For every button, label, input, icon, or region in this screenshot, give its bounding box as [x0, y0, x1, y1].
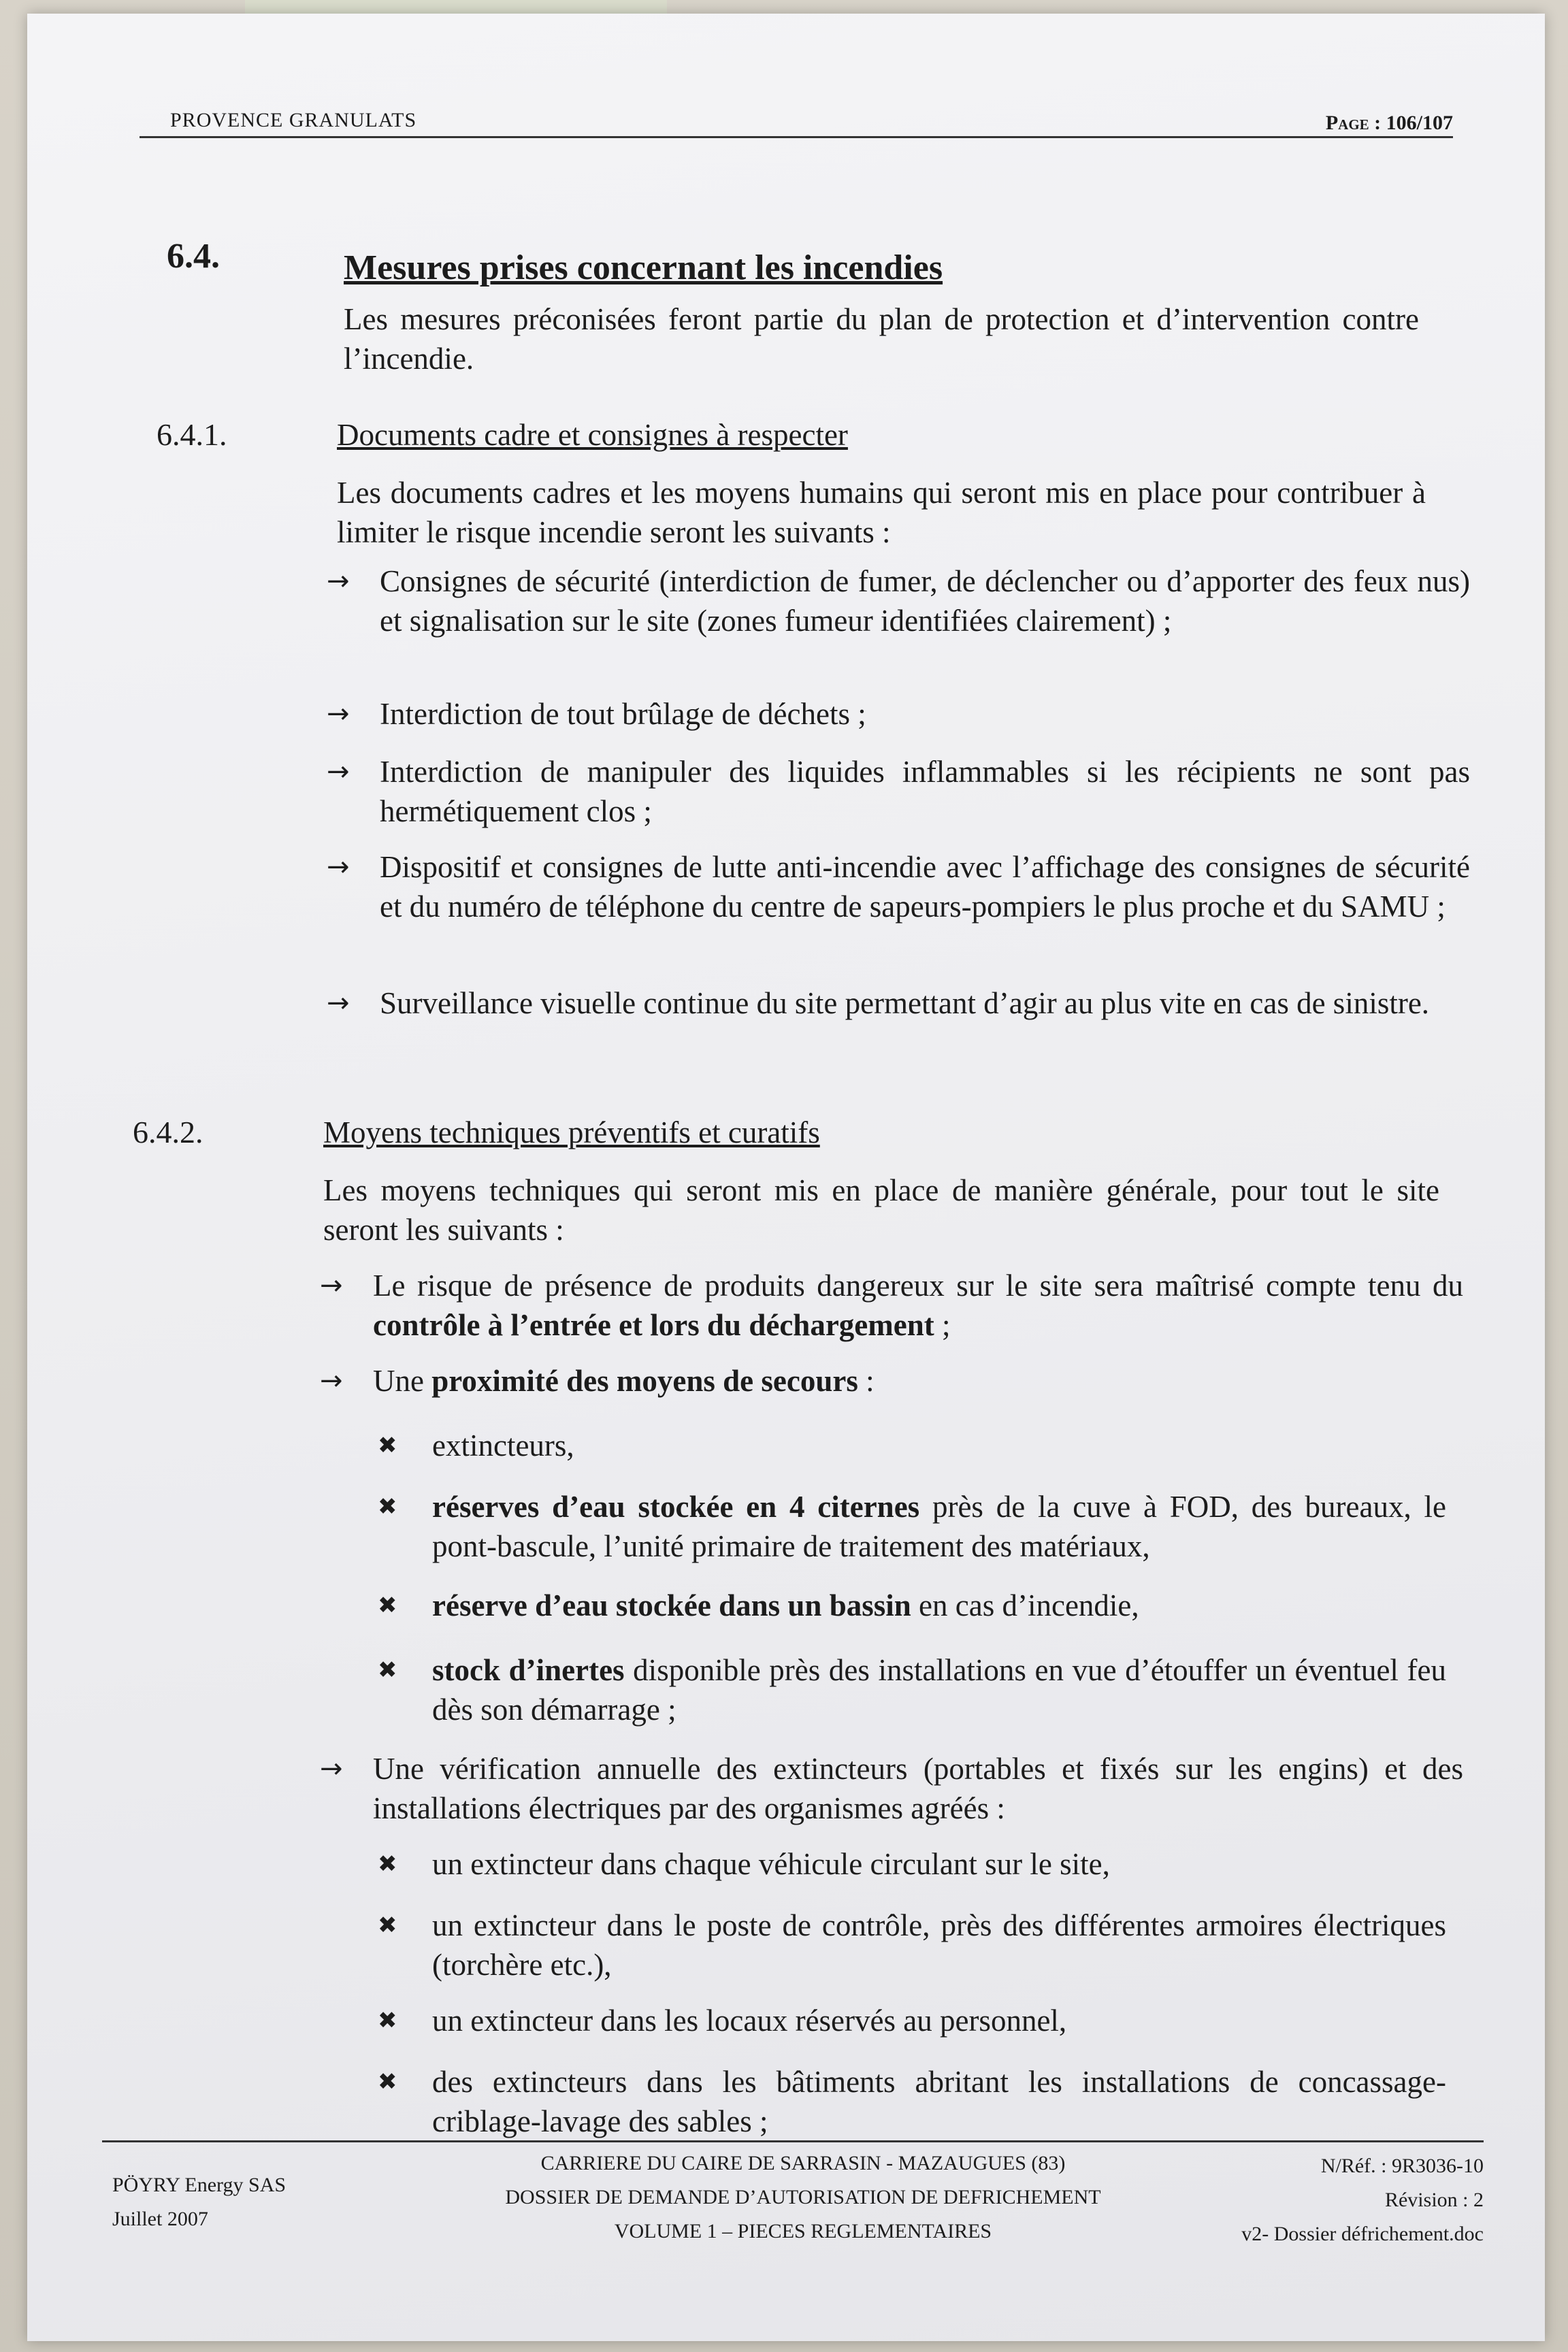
header-page-number: Page : 106/107 [1325, 112, 1453, 134]
subsection-title: Documents cadre et consignes à respecter [337, 418, 848, 452]
list-item-text: Interdiction de tout brûlage de déchets ; [380, 697, 866, 731]
cross-icon: ✖ [378, 1592, 397, 1619]
subsection-number: 6.4.1. [157, 417, 227, 452]
subsection-intro: Les moyens techniques qui seront mis en place de manière générale, pour tout le site seront les suivants : [323, 1173, 1439, 1247]
cross-icon: ✖ [378, 2007, 397, 2034]
sub-list-item: ✖ un extincteur dans les locaux réservés au personnel, [378, 2001, 1446, 2040]
arrow-icon: → [320, 1270, 343, 1301]
footer-line-3: VOLUME 1 – PIECES REGLEMENTAIRES [614, 2220, 992, 2242]
footer-center [429, 2146, 1177, 2249]
section-title: Mesures prises concernant les incendies [344, 248, 943, 287]
sub-list-item: ✖ extincteurs, [378, 1426, 1446, 1465]
page-footer [102, 2140, 1484, 2244]
list-item [320, 1749, 1463, 1828]
list-item [327, 694, 1470, 734]
list-item: → Une proximité des moyens de secours : [320, 1361, 1463, 1401]
footer-right [1241, 2149, 1484, 2251]
sub-list-item: ✖ réserves d’eau stockée en 4 citernes près de la cuve à FOD, des bureaux, le pont-bascule, l’unité primaire de traitement des matériaux, [378, 1487, 1446, 1566]
document-page [27, 14, 1545, 2341]
subsection-number: 6.4.2. [133, 1115, 203, 1149]
cross-icon: ✖ [378, 1656, 397, 1684]
section-number: 6.4. [167, 237, 220, 276]
cross-icon: ✖ [378, 2068, 397, 2095]
footer-company: PÖYRY Energy SAS [112, 2174, 287, 2196]
footer-reference: N/Réf. : 9R3036-10 [1320, 2155, 1484, 2177]
sub-list-item: ✖ stock d’inertes disponible près des installations en vue d’étouffer un éventuel feu dès son démarrage ; [378, 1650, 1446, 1729]
list-item [327, 847, 1470, 926]
sub-list-item: ✖ un extincteur dans chaque véhicule circulant sur le site, [378, 1844, 1446, 1884]
sub-list-item: ✖ un extincteur dans le poste de contrôle, près des différentes armoires électriques (torchère etc.), [378, 1906, 1446, 1984]
footer-date: Juillet 2007 [112, 2208, 208, 2230]
arrow-icon: → [327, 851, 350, 883]
footer-revision: Révision : 2 [1384, 2189, 1484, 2211]
arrow-icon: → [327, 698, 350, 730]
list-item-text: Interdiction de manipuler des liquides inflammables si les récipients ne sont pas hermétiquement clos ; [380, 755, 1470, 828]
cross-icon: ✖ [378, 1912, 397, 1939]
subsection-intro: Les documents cadres et les moyens humains qui seront mis en place pour contribuer à limiter le risque incendie seront les suivants : [337, 476, 1426, 549]
list-item [327, 752, 1470, 831]
list-item-text: Une vérification annuelle des extincteurs (portables et fixés sur les engins) et des installations électriques par des organismes agréés : [373, 1752, 1463, 1825]
cross-icon: ✖ [378, 1850, 397, 1878]
arrow-icon: → [327, 756, 350, 787]
header-company: PROVENCE GRANULATS [170, 109, 417, 131]
cross-icon: ✖ [378, 1493, 397, 1520]
list-item: → Le risque de présence de produits dangereux sur le site sera maîtrisé compte tenu du contrôle à l’entrée et lors du déchargement ; [320, 1266, 1463, 1345]
section-intro: Les mesures préconisées feront partie du plan de protection et d’intervention contre l’incendie. [344, 302, 1419, 376]
arrow-icon: → [327, 987, 350, 1019]
arrow-icon: → [320, 1753, 343, 1784]
footer-filename: v2- Dossier défrichement.doc [1241, 2223, 1484, 2245]
arrow-icon: → [320, 1365, 343, 1396]
sub-list-item: ✖ réserve d’eau stockée dans un bassin en cas d’incendie, [378, 1586, 1446, 1625]
list-item-text: Dispositif et consignes de lutte anti-incendie avec l’affichage des consignes de sécurité et du numéro de téléphone du centre de sapeurs-pompiers le plus proche et du SAMU ; [380, 850, 1470, 924]
footer-left [112, 2168, 286, 2236]
list-item-text: Surveillance visuelle continue du site permettant d’agir au plus vite en cas de sinistre. [380, 986, 1430, 1020]
subsection-title: Moyens techniques préventifs et curatifs [323, 1115, 820, 1149]
list-item [327, 983, 1470, 1023]
cross-icon: ✖ [378, 1432, 397, 1459]
footer-line-2: DOSSIER DE DEMANDE D’AUTORISATION DE DEFRICHEMENT [505, 2186, 1101, 2208]
sub-list-item: ✖ des extincteurs dans les bâtiments abritant les installations de concassage-criblage-lavage des sables ; [378, 2062, 1446, 2141]
arrow-icon: → [327, 566, 350, 597]
page-header [140, 95, 1453, 138]
footer-line-1: CARRIERE DU CAIRE DE SARRASIN - MAZAUGUES (83) [540, 2152, 1066, 2174]
list-item [327, 561, 1470, 640]
list-item-text: Consignes de sécurité (interdiction de fumer, de déclencher ou d’apporter des feux nus) et signalisation sur le site (zones fumeur identifiées clairement) ; [380, 564, 1470, 638]
